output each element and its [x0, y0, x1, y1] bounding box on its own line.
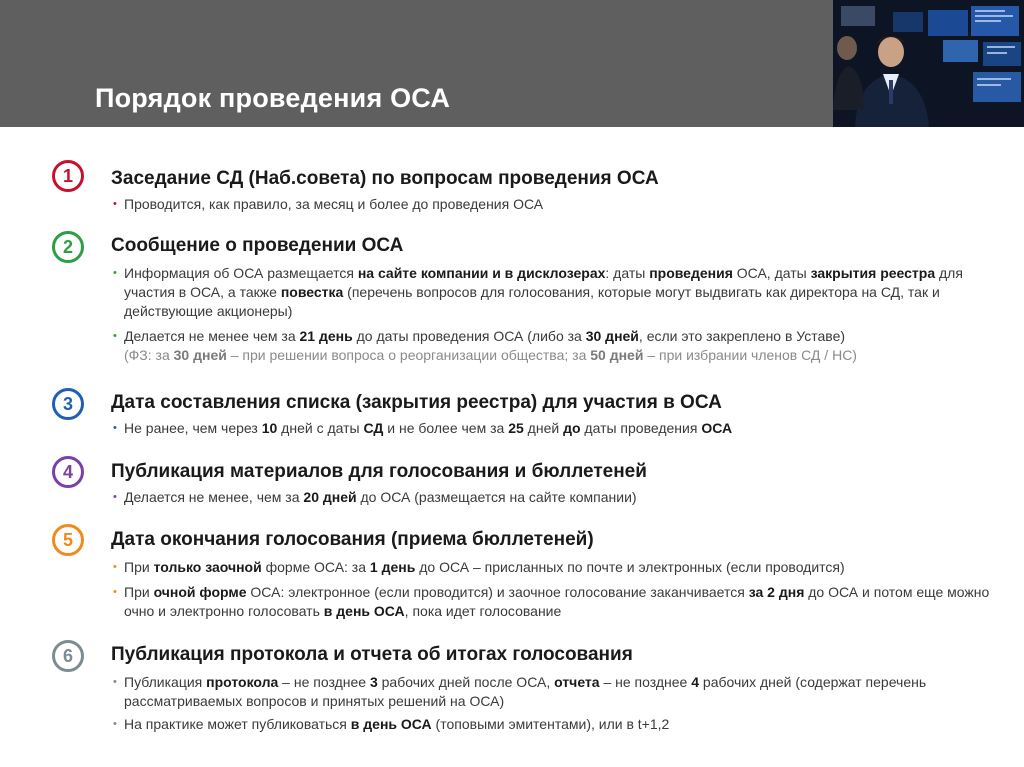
- bullet-text: При только заочной форме ОСА: за 1 день до ОСА – присланных по почте и электронных (если проводится): [124, 559, 845, 575]
- slide-header: [0, 0, 1024, 127]
- bullet-dot-icon: •: [113, 491, 117, 503]
- step-title: Публикация материалов для голосования и бюллетеней: [111, 461, 647, 482]
- step-title: Публикация протокола и отчета об итогах голосования: [111, 644, 633, 665]
- step-number: 4: [62, 462, 73, 482]
- step-bullet: [113, 419, 993, 438]
- trading-floor-photo-art: [833, 0, 1024, 127]
- bullet-text: (ФЗ: за 30 дней – при решении вопроса о реорганизации общества; за 50 дней – при избрании членов СД / НС): [124, 347, 857, 363]
- step-bullet: [113, 195, 993, 214]
- bullet-text: Делается не менее чем за 21 день до даты проведения ОСА (либо за 30 дней, если это закреплено в Уставе): [124, 328, 846, 344]
- step-bullet: [113, 327, 993, 346]
- bullet-text: Информация об ОСА размещается на сайте компании и в дисклозерах: даты проведения ОСА, даты закрытия реестра для участия в ОСА, а также повестка (перечень вопросов для голосования, которые могут выдвигать как директора на СД, так и действующие акционеры): [124, 265, 963, 319]
- step-bullet: [113, 583, 993, 621]
- step-bullet: [113, 264, 993, 321]
- step-bullet: [113, 673, 993, 711]
- bullet-dot-icon: •: [113, 330, 117, 342]
- step-number-badge: [52, 640, 84, 672]
- bullet-text: При очной форме ОСА: электронное (если проводится) и заочное голосование заканчивается за 2 дня до ОСА и потом еще можно очно и электронно голосовать в день ОСА, пока идет голосование: [124, 584, 990, 619]
- bullet-text: Не ранее, чем через 10 дней с даты СД и не более чем за 25 дней до даты проведения ОСА: [124, 420, 733, 436]
- step-number: 1: [62, 166, 73, 186]
- step-number: 5: [62, 530, 73, 550]
- step-number: 3: [62, 394, 73, 414]
- bullet-text: Делается не менее, чем за 20 дней до ОСА (размещается на сайте компании): [124, 489, 637, 505]
- step-number-badge: [52, 456, 84, 488]
- step-title: Дата составления списка (закрытия реестра) для участия в ОСА: [111, 392, 722, 413]
- step-title: Дата окончания голосования (приема бюллетеней): [111, 529, 594, 550]
- step-title: Сообщение о проведении ОСА: [111, 235, 404, 256]
- step-number-badge: [52, 524, 84, 556]
- bullet-dot-icon: •: [113, 267, 117, 279]
- bullet-dot-icon: •: [113, 718, 117, 730]
- step-number: 6: [62, 646, 73, 666]
- bullet-dot-icon: •: [113, 198, 117, 210]
- trading-floor-photo: [833, 0, 1024, 127]
- step-number: 2: [62, 237, 73, 257]
- step-title: Заседание СД (Наб.совета) по вопросам проведения ОСА: [111, 168, 659, 189]
- step-bullet-note: [113, 346, 993, 365]
- bullet-dot-icon: •: [113, 422, 117, 434]
- slide-body: [0, 127, 1024, 767]
- step-bullet: [113, 488, 993, 507]
- bullet-dot-icon: •: [113, 586, 117, 598]
- bullet-text: Публикация протокола – не позднее 3 рабочих дней после ОСА, отчета – не позднее 4 рабочих дней (содержат перечень рассматриваемых вопросов и принятых решений на ОСА): [124, 674, 927, 709]
- bullet-text: На практике может публиковаться в день ОСА (топовыми эмитентами), или в t+1,2: [124, 716, 670, 732]
- slide-title: Порядок проведения ОСА: [95, 83, 451, 113]
- step-bullet: [113, 715, 993, 734]
- step-number-badge: [52, 160, 84, 192]
- step-number-badge: [52, 231, 84, 263]
- step-number-badge: [52, 388, 84, 420]
- step-bullet: [113, 558, 993, 577]
- bullet-text: Проводится, как правило, за месяц и более до проведения ОСА: [124, 196, 544, 212]
- bullet-dot-icon: •: [113, 676, 117, 688]
- bullet-dot-icon: •: [113, 561, 117, 573]
